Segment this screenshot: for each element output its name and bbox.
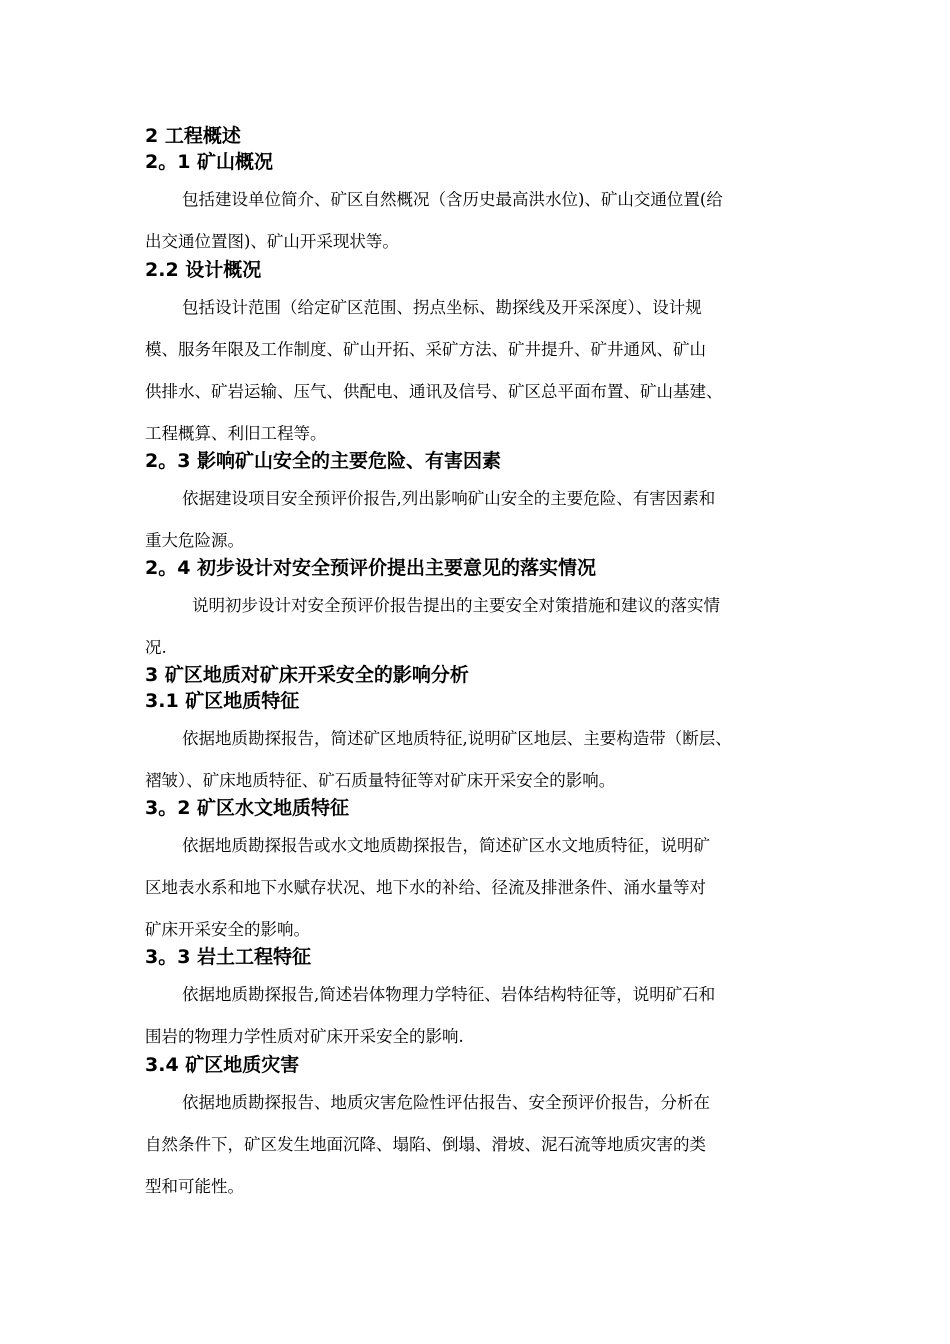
paragraph-line: 况. xyxy=(145,638,167,657)
paragraph-line: 围岩的物理力学性质对矿床开采安全的影响. xyxy=(145,1027,464,1046)
paragraph-line: 说明初步设计对安全预评价报告提出的主要安全对策措施和建议的落实情 xyxy=(192,596,720,615)
paragraph-line: 包括设计范围（给定矿区范围、拐点坐标、勘探线及开采深度）、设计规 xyxy=(182,298,702,317)
subsection-2-1-heading: 2。1 矿山概况 xyxy=(145,151,274,173)
paragraph-line: 依据地质勘探报告,简述岩体物理力学特征、岩体结构特征等，说明矿石和 xyxy=(182,985,716,1004)
paragraph-line: 包括建设单位简介、矿区自然概况（含历史最高洪水位)、矿山交通位置(给 xyxy=(182,190,723,209)
paragraph-line: 供排水、矿岩运输、压气、供配电、通讯及信号、矿区总平面布置、矿山基建、 xyxy=(145,382,723,401)
paragraph-line: 依据地质勘探报告，简述矿区地质特征,说明矿区地层、主要构造带（断层、 xyxy=(182,729,732,748)
subsection-3-1-heading: 3.1 矿区地质特征 xyxy=(145,690,300,712)
subsection-3-4-heading: 3.4 矿区地质灾害 xyxy=(145,1054,300,1076)
paragraph-line: 依据地质勘探报告、地质灾害危险性评估报告、安全预评价报告，分析在 xyxy=(182,1093,710,1112)
subsection-3-2-heading: 3。2 矿区水文地质特征 xyxy=(145,797,350,819)
subsection-3-3-heading: 3。3 岩土工程特征 xyxy=(145,946,312,968)
paragraph-line: 出交通位置图)、矿山开采现状等。 xyxy=(145,232,399,251)
paragraph-line: 型和可能性。 xyxy=(145,1177,244,1196)
paragraph-line: 区地表水系和地下水赋存状况、地下水的补给、径流及排泄条件、涌水量等对 xyxy=(145,878,706,897)
section-3-heading: 3 矿区地质对矿床开采安全的影响分析 xyxy=(145,664,469,686)
paragraph-line: 矿床开采安全的影响。 xyxy=(145,920,310,939)
paragraph-line: 依据地质勘探报告或水文地质勘探报告，简述矿区水文地质特征，说明矿 xyxy=(182,836,710,855)
section-2-heading: 2 工程概述 xyxy=(145,125,241,147)
paragraph-line: 工程概算、利旧工程等。 xyxy=(145,424,327,443)
paragraph-line: 自然条件下，矿区发生地面沉降、塌陷、倒塌、滑坡、泥石流等地质灾害的类 xyxy=(145,1135,706,1154)
subsection-2-3-heading: 2。3 影响矿山安全的主要危险、有害因素 xyxy=(145,450,502,472)
paragraph-line: 褶皱）、矿床地质特征、矿石质量特征等对矿床开采安全的影响。 xyxy=(145,771,616,790)
subsection-2-4-heading: 2。4 初步设计对安全预评价提出主要意见的落实情况 xyxy=(145,557,597,579)
paragraph-line: 模、服务年限及工作制度、矿山开拓、采矿方法、矿井提升、矿井通风、矿山 xyxy=(145,340,706,359)
subsection-2-2-heading: 2.2 设计概况 xyxy=(145,259,262,281)
paragraph-line: 依据建设项目安全预评价报告,列出影响矿山安全的主要危险、有害因素和 xyxy=(182,489,716,508)
paragraph-line: 重大危险源。 xyxy=(145,531,244,550)
